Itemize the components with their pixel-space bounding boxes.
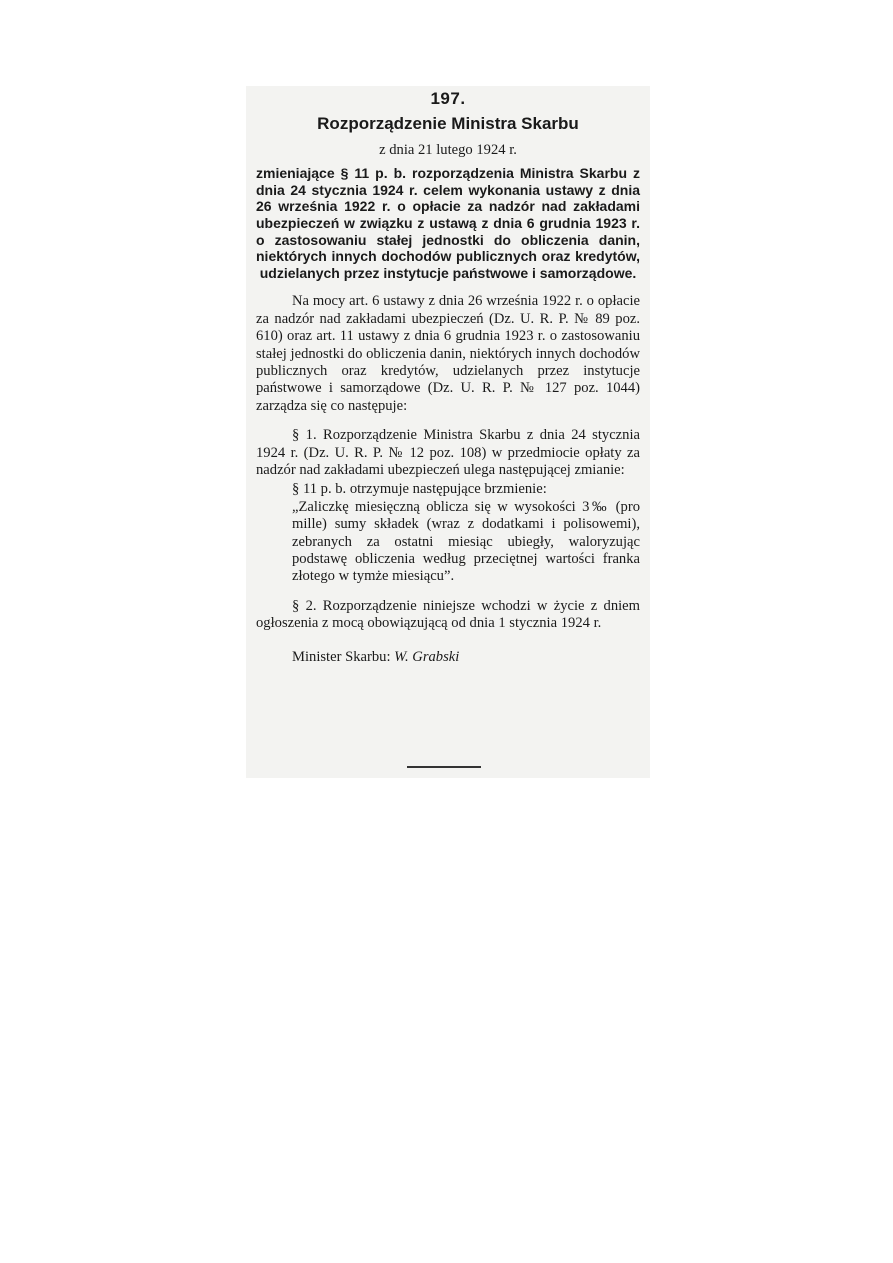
section-1-paragraph: § 1. Rozporządzenie Ministra Skarbu z dnia 24 stycznia 1924 r. (Dz. U. R. P. № 12 poz. 108) w przedmiocie opłaty za nadzór nad zakładami ubezpieczeń ulega następującej zmianie:	[256, 427, 640, 479]
signature-line	[292, 649, 640, 666]
section-1-amendment	[256, 481, 640, 585]
document-title: Rozporządzenie Ministra Skarbu	[317, 114, 579, 134]
signature-name: W. Grabski	[394, 648, 460, 665]
amendment-quote: „Zaliczkę miesięczną oblicza się w wysokości 3‰ (pro mille) sumy składek (wraz z dodatkami i polisowemi), zebranych za ostatni miesiąc ubiegły, waloryzując podstawę obliczenia według przeciętnej wartości franka złotego w tymże miesiącu”.	[292, 498, 640, 585]
document-date: z dnia 21 lutego 1924 r.	[379, 141, 517, 158]
preamble-paragraph: Na mocy art. 6 ustawy z dnia 26 września 1922 r. o opłacie za nadzór nad zakładami ubezpieczeń (Dz. U. R. P. № 89 poz. 610) oraz art. 11 ustawy z dnia 6 grudnia 1923 r. o zastosowaniu stałej jednostki do obliczenia danin, niektórych innych dochodów publicznych oraz kredytów, udzielanych przez instytucje państwowe i samorządowe (Dz. U. R. P. № 127 poz. 1044) zarządza się co następuje:	[256, 293, 640, 414]
amendment-intro: § 11 p. b. otrzymuje następujące brzmienie:	[292, 481, 547, 498]
closing-rule	[407, 766, 481, 768]
document-body	[256, 90, 640, 666]
signature-label: Minister Skarbu:	[292, 648, 391, 665]
document-subject: zmieniające § 11 p. b. rozporządzenia Ministra Skarbu z dnia 24 stycznia 1924 r. celem wykonania ustawy z dnia 26 września 1922 r. o opłacie za nadzór nad zakładami ubezpieczeń w związku z ustawą z dnia 6 grudnia 1923 r. o zastosowaniu stałej jednostki do obliczenia danin, niektórych innych dochodów publicznych oraz kredytów, udzielanych przez instytucje państwowe i samorządowe.	[256, 165, 640, 281]
document-number: 197.	[430, 89, 466, 108]
section-2-paragraph: § 2. Rozporządzenie niniejsze wchodzi w życie z dniem ogłoszenia z mocą obowiązującą od dnia 1 stycznia 1924 r.	[256, 597, 640, 632]
